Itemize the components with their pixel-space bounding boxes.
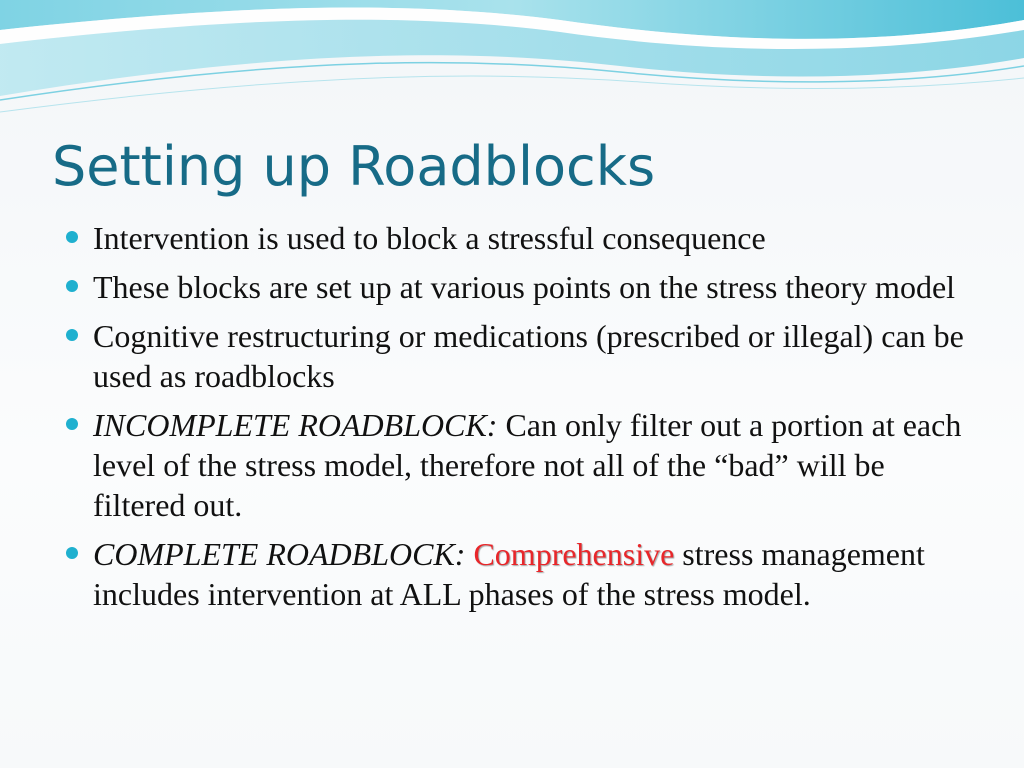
bullet-text: Cognitive restructuring or medications (prescribed or illegal) can be used as roadblocks xyxy=(93,318,964,394)
highlight-comprehensive: Comprehensive xyxy=(473,536,675,572)
bullet-text: These blocks are set up at various points on the stress theory model xyxy=(93,269,956,305)
bullet-item xyxy=(66,316,966,396)
decorative-wave-header xyxy=(0,0,1024,120)
bullet-text: Intervention is used to block a stressful consequence xyxy=(93,220,766,256)
bullet-item xyxy=(66,267,966,307)
bullet-list xyxy=(66,218,966,623)
bullet-label-incomplete: INCOMPLETE ROADBLOCK: xyxy=(93,407,498,443)
filled-circle-bullet-icon xyxy=(66,547,78,559)
bullet-text: stress management includes intervention at ALL phases of the stress model. xyxy=(93,536,925,612)
bullet-label-complete: COMPLETE ROADBLOCK: xyxy=(93,536,466,572)
bullet-text: Can only filter out a portion at each level of the stress model, therefore not all of the “bad” will be filtered out. xyxy=(93,407,962,523)
filled-circle-bullet-icon xyxy=(66,418,78,430)
bullet-item xyxy=(66,405,966,525)
slide-title: Setting up Roadblocks xyxy=(52,135,656,198)
filled-circle-bullet-icon xyxy=(66,280,78,292)
filled-circle-bullet-icon xyxy=(66,231,78,243)
bullet-item xyxy=(66,534,966,614)
filled-circle-bullet-icon xyxy=(66,329,78,341)
bullet-item xyxy=(66,218,966,258)
